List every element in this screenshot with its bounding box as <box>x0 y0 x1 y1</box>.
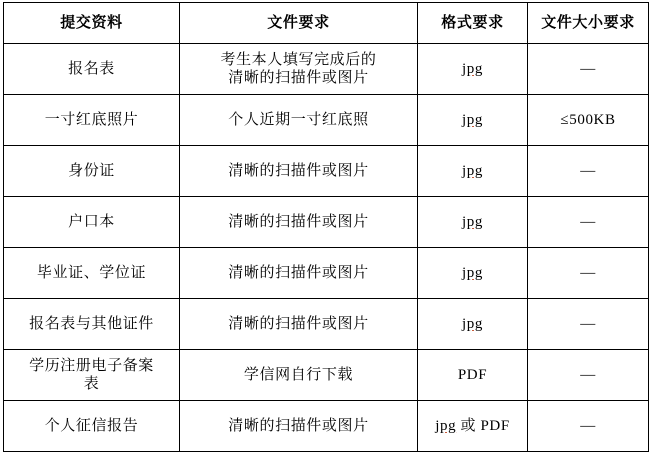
cell-material: 一寸红底照片 <box>4 95 180 146</box>
cell-format <box>418 401 528 452</box>
cell-file-requirement <box>180 44 418 95</box>
table-row <box>4 401 649 452</box>
cell-format <box>418 350 528 401</box>
cell-file-requirement: 清晰的扫描件或图片 <box>180 197 418 248</box>
material-line-1: 学历注册电子备案 <box>29 357 154 374</box>
cell-material: 报名表 <box>4 44 180 95</box>
cell-format <box>418 146 528 197</box>
column-header-material: 提交资料 <box>4 3 180 44</box>
cell-size: — <box>528 146 649 197</box>
format-value: jpg <box>462 315 483 332</box>
cell-size: — <box>528 197 649 248</box>
material-line-2: 表 <box>83 376 100 392</box>
format-value: jpg <box>462 60 483 77</box>
table-row <box>4 299 649 350</box>
cell-material: 户口本 <box>4 197 180 248</box>
cell-format <box>418 44 528 95</box>
cell-format <box>418 299 528 350</box>
cell-size: — <box>528 44 649 95</box>
column-header-size-requirement: 文件大小要求 <box>528 3 649 44</box>
requirements-table <box>3 2 649 452</box>
cell-file-requirement: 学信网自行下载 <box>180 350 418 401</box>
cell-material: 毕业证、学位证 <box>4 248 180 299</box>
cell-material: 报名表与其他证件 <box>4 299 180 350</box>
table-header-row <box>4 3 649 44</box>
cell-material: 个人征信报告 <box>4 401 180 452</box>
format-value: jpg <box>462 264 483 281</box>
format-value: jpg <box>462 162 483 179</box>
cell-size: — <box>528 401 649 452</box>
cell-file-requirement: 清晰的扫描件或图片 <box>180 146 418 197</box>
table-row <box>4 95 649 146</box>
requirement-line-2: 清晰的扫描件或图片 <box>228 70 369 86</box>
table-row <box>4 248 649 299</box>
cell-size: — <box>528 350 649 401</box>
cell-file-requirement: 清晰的扫描件或图片 <box>180 248 418 299</box>
cell-file-requirement: 清晰的扫描件或图片 <box>180 401 418 452</box>
cell-file-requirement: 个人近期一寸红底照 <box>180 95 418 146</box>
format-value-secondary: 或 PDF <box>456 417 510 434</box>
table-header <box>4 3 649 44</box>
format-value: jpg <box>462 111 483 128</box>
table-row <box>4 146 649 197</box>
cell-format <box>418 95 528 146</box>
table-body <box>4 44 649 452</box>
cell-size: — <box>528 248 649 299</box>
format-value: PDF <box>457 366 488 383</box>
cell-size: — <box>528 299 649 350</box>
format-value: jpg <box>462 213 483 230</box>
cell-material <box>4 350 180 401</box>
cell-size: ≤500KB <box>528 95 649 146</box>
table-row <box>4 44 649 95</box>
table-row <box>4 350 649 401</box>
cell-format <box>418 197 528 248</box>
format-value-primary: jpg <box>435 417 457 434</box>
column-header-format-requirement: 格式要求 <box>418 3 528 44</box>
column-header-file-requirement: 文件要求 <box>180 3 418 44</box>
cell-material: 身份证 <box>4 146 180 197</box>
table-row <box>4 197 649 248</box>
cell-format <box>418 248 528 299</box>
cell-file-requirement: 清晰的扫描件或图片 <box>180 299 418 350</box>
requirement-line-1: 考生本人填写完成后的 <box>220 51 377 68</box>
